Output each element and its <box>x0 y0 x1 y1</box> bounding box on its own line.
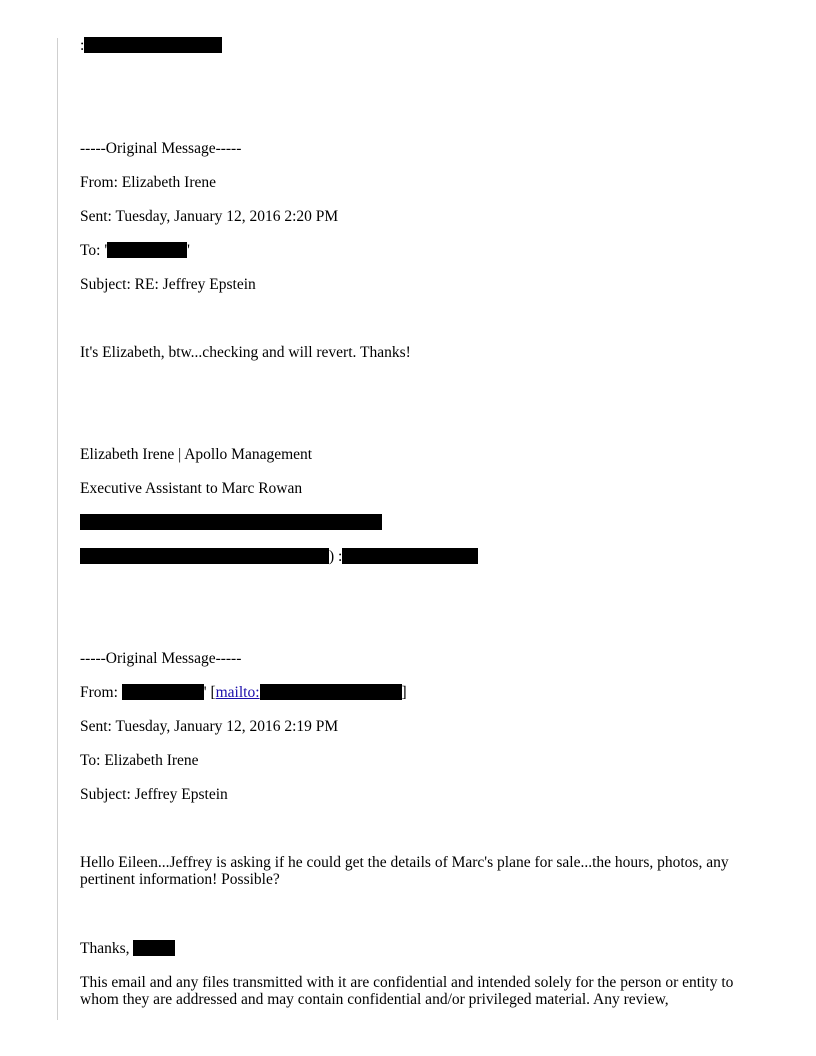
msg2-thanks <box>80 940 175 958</box>
redaction-block <box>342 548 478 564</box>
msg2-separator: -----Original Message----- <box>80 650 242 667</box>
redaction-block <box>80 548 329 564</box>
mailto-link[interactable] <box>216 684 402 701</box>
msg2-subject: Subject: Jeffrey Epstein <box>80 786 228 803</box>
msg2-disclaimer: This email and any files transmitted with it are confidential and intended solely for the person or entity to whom they are addressed and may contain confidential and/or privileged material. Any review, <box>80 974 734 1008</box>
msg2-to: To: Elizabeth Irene <box>80 752 199 769</box>
msg1-separator: -----Original Message----- <box>80 140 242 157</box>
msg1-to-prefix: To: ' <box>80 242 108 259</box>
msg2-from-prefix: From: <box>80 684 122 701</box>
msg2-from <box>80 684 407 702</box>
msg2-from-after: ' [ <box>203 684 216 701</box>
signature-contact-mid: ) : <box>329 548 343 565</box>
top-prefix: : <box>80 37 85 54</box>
quote-rule <box>57 38 58 1020</box>
signature-name-line: Elizabeth Irene | Apollo Management <box>80 446 313 463</box>
msg1-to <box>80 242 190 260</box>
top-partial-line <box>80 37 222 55</box>
msg2-from-end: ] <box>401 684 407 701</box>
msg2-thanks-text: Thanks, <box>80 940 134 957</box>
mailto-link-text: mailto: <box>215 684 260 701</box>
redaction-block <box>80 514 382 530</box>
redaction-block <box>260 684 402 700</box>
signature-address-line <box>80 514 382 532</box>
signature-title-line: Executive Assistant to Marc Rowan <box>80 480 303 497</box>
msg1-sent: Sent: Tuesday, January 12, 2016 2:20 PM <box>80 208 339 225</box>
msg2-sent: Sent: Tuesday, January 12, 2016 2:19 PM <box>80 718 339 735</box>
msg1-from: From: Elizabeth Irene <box>80 174 217 191</box>
redaction-block <box>84 37 222 53</box>
msg2-body: Hello Eileen...Jeffrey is asking if he could get the details of Marc's plane for sale...the hours, photos, any pertinent information! Possible? <box>80 854 729 888</box>
msg1-body: It's Elizabeth, btw...checking and will revert. Thanks! <box>80 344 411 361</box>
redaction-block <box>133 940 175 956</box>
signature-contact-line <box>80 548 478 566</box>
redaction-block <box>107 242 187 258</box>
msg1-to-suffix: ' <box>187 242 190 259</box>
msg1-subject: Subject: RE: Jeffrey Epstein <box>80 276 256 293</box>
redaction-block <box>122 684 204 700</box>
